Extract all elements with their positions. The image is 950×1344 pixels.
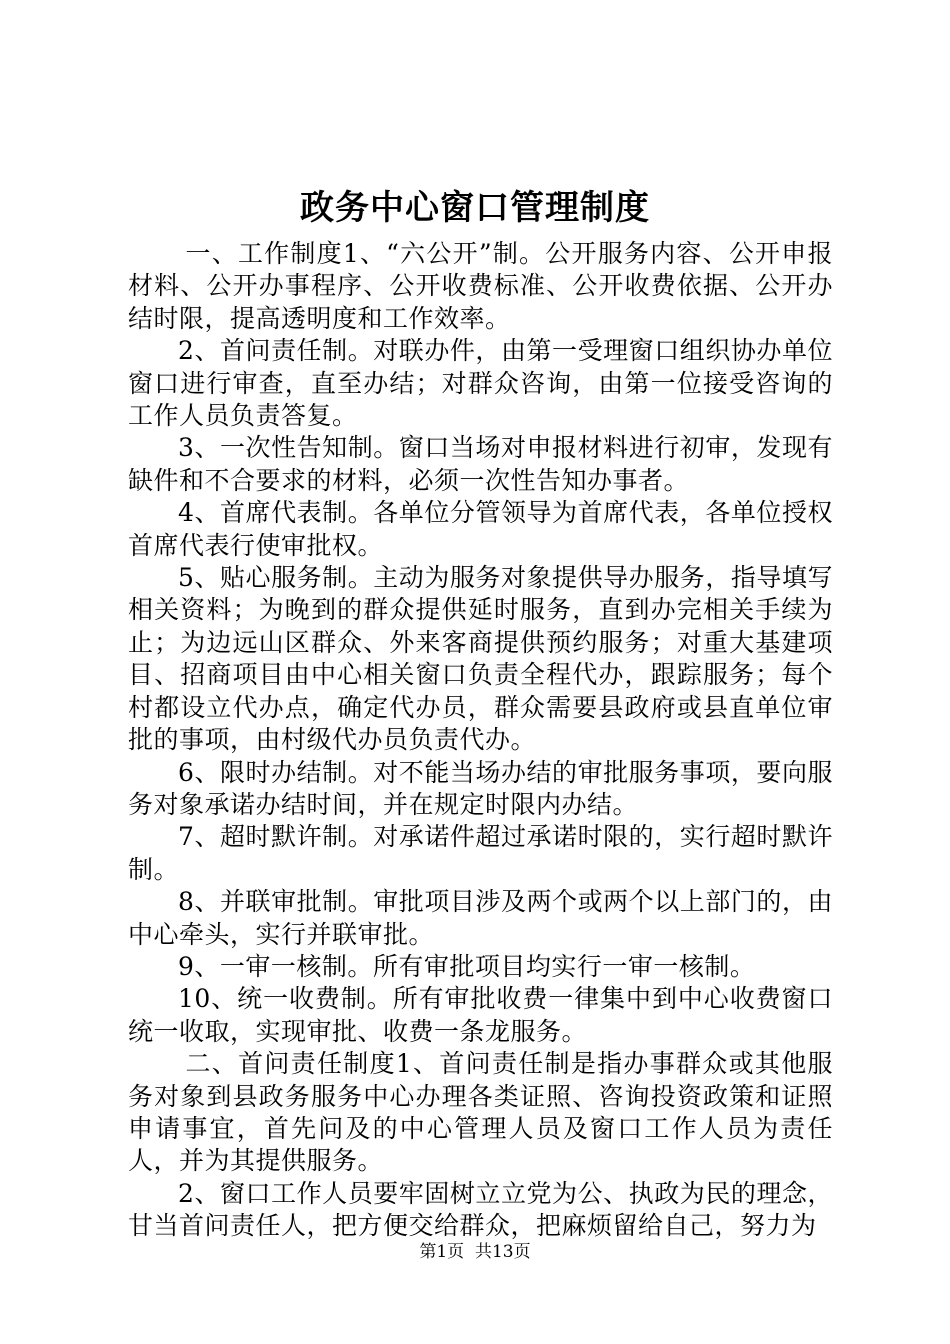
paragraph: 2、窗口工作人员要牢固树立立党为公、执政为民的理念，甘当首问责任人，把方便交给群众，把麻烦留给自己，努力为: [128, 1178, 833, 1241]
paragraph: 5、贴心服务制。主动为服务对象提供导办服务，指导填写相关资料；为晚到的群众提供延时服务，直到办完相关手续为止；为边远山区群众、外来客商提供预约服务；对重大基建项目、招商项目由中心相关窗口负责全程代办，跟踪服务；每个村都设立代办点，确定代办员，群众需要县政府或县直单位审批的事项，由村级代办员负责代办。: [128, 563, 833, 755]
paragraph: 9、一审一核制。所有审批项目均实行一审一核制。: [178, 951, 756, 981]
paragraph: 一、工作制度1、“六公开”制。公开服务内容、公开申报材料、公开办事程序、公开收费标准、公开收费依据、公开办结时限，提高透明度和工作效率。: [128, 239, 833, 333]
page-title: 政务中心窗口管理制度: [300, 188, 650, 228]
paragraph: 6、限时办结制。对不能当场办结的审批服务事项，要向服务对象承诺办结时间，并在规定时限内办结。: [128, 757, 833, 819]
paragraph: 10、统一收费制。所有审批收费一律集中到中心收费窗口统一收取，实现审批、收费一条龙服务。: [128, 984, 833, 1046]
paragraph: 4、首席代表制。各单位分管领导为首席代表，各单位授权首席代表行使审批权。: [128, 498, 833, 560]
paragraph: 7、超时默许制。对承诺件超过承诺时限的，实行超时默许制。: [128, 822, 833, 884]
page-number-label: 第1页 共13页: [419, 1242, 531, 1262]
paragraph: 3、一次性告知制。窗口当场对申报材料进行初审，发现有缺件和不合要求的材料，必须一次性告知办事者。: [128, 433, 833, 495]
paragraph: 8、并联审批制。审批项目涉及两个或两个以上部门的，由中心牵头，实行并联审批。: [128, 887, 833, 949]
paragraph: 2、首问责任制。对联办件，由第一受理窗口组织协办单位窗口进行审查，直至办结；对群众咨询，由第一位接受咨询的工作人员负责答复。: [128, 336, 833, 431]
page-footer: [0, 1240, 950, 1264]
document-body: [128, 238, 833, 1243]
paragraph: 二、首问责任制度1、首问责任制是指办事群众或其他服务对象到县政务服务中心办理各类证照、咨询投资政策和证照申请事宜，首先问及的中心管理人员及窗口工作人员为责任人，并为其提供服务。: [128, 1049, 833, 1176]
